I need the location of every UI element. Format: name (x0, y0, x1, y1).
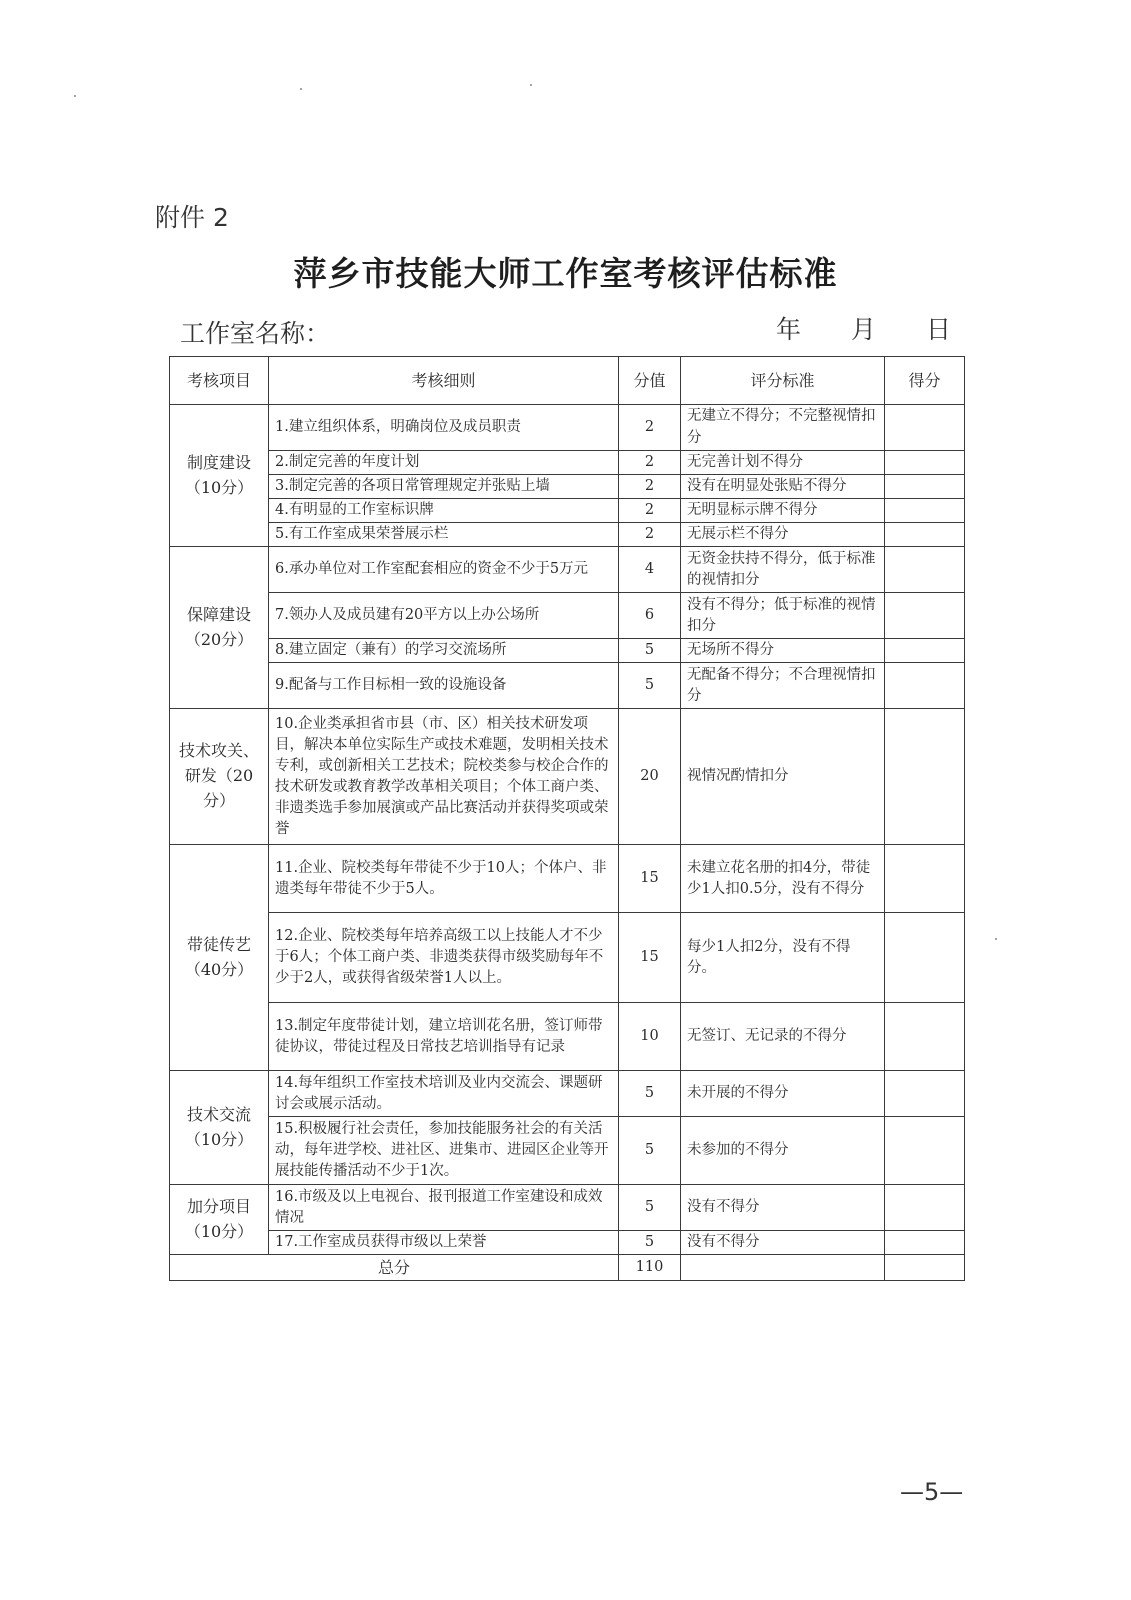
detail-cell: 3.制定完善的各项日常管理规定并张贴上墙 (269, 475, 619, 499)
total-row (170, 1255, 965, 1281)
detail-cell: 7.领办人及成员建有20平方以上办公场所 (269, 593, 619, 639)
detail-cell: 14.每年组织工作室技术培训及业内交流会、课题研讨会或展示活动。 (269, 1071, 619, 1117)
table-row (170, 547, 965, 593)
obtained-cell (885, 405, 965, 451)
scan-speck (530, 84, 532, 86)
header-detail: 考核细则 (269, 357, 619, 405)
obtained-cell (885, 451, 965, 475)
standard-cell: 无明显标示牌不得分 (681, 499, 885, 523)
detail-cell: 15.积极履行社会责任，参加技能服务社会的有关活动，每年进学校、进社区、进集市、进园区企业等开展技能传播活动不少于1次。 (269, 1117, 619, 1185)
standard-cell: 无配备不得分；不合理视情扣分 (681, 663, 885, 709)
standard-cell: 没有在明显处张贴不得分 (681, 475, 885, 499)
obtained-cell (885, 1117, 965, 1185)
score-cell: 10 (619, 1003, 681, 1071)
standard-cell: 无建立不得分；不完整视情扣分 (681, 405, 885, 451)
detail-cell: 11.企业、院校类每年带徒不少于10人；个体户、非遗类每年带徒不少于5人。 (269, 845, 619, 913)
detail-cell: 4.有明显的工作室标识牌 (269, 499, 619, 523)
obtained-cell (885, 523, 965, 547)
score-cell: 5 (619, 1185, 681, 1231)
standard-cell: 视情况酌情扣分 (681, 709, 885, 845)
detail-cell: 9.配备与工作目标相一致的设施设备 (269, 663, 619, 709)
obtained-cell (885, 663, 965, 709)
detail-cell: 1.建立组织体系，明确岗位及成员职责 (269, 405, 619, 451)
obtained-cell (885, 1003, 965, 1071)
score-cell: 6 (619, 593, 681, 639)
table-row (170, 639, 965, 663)
detail-cell: 12.企业、院校类每年培养高级工以上技能人才不少于6人；个体工商户类、非遗类获得市级奖励每年不少于2人，或获得省级荣誉1人以上。 (269, 913, 619, 1003)
obtained-cell (885, 547, 965, 593)
table-row (170, 845, 965, 913)
standard-cell: 无完善计划不得分 (681, 451, 885, 475)
score-cell: 2 (619, 451, 681, 475)
obtained-cell (885, 1071, 965, 1117)
standard-cell: 没有不得分；低于标准的视情扣分 (681, 593, 885, 639)
standard-cell: 每少1人扣2分，没有不得分。 (681, 913, 885, 1003)
date-line (776, 310, 951, 346)
total-score: 110 (619, 1255, 681, 1281)
date-year: 年 (776, 315, 802, 344)
score-cell: 5 (619, 1117, 681, 1185)
total-standard-cell (681, 1255, 885, 1281)
table-row (170, 593, 965, 639)
detail-cell: 6.承办单位对工作室配套相应的资金不少于5万元 (269, 547, 619, 593)
category-cell: 加分项目（10分） (170, 1185, 269, 1255)
category-cell: 保障建设（20分） (170, 547, 269, 709)
standard-cell: 没有不得分 (681, 1185, 885, 1231)
table-row (170, 663, 965, 709)
table-row (170, 475, 965, 499)
detail-cell: 13.制定年度带徒计划，建立培训花名册，签订师带徒协议，带徒过程及日常技艺培训指导有记录 (269, 1003, 619, 1071)
table-row (170, 499, 965, 523)
score-cell: 5 (619, 639, 681, 663)
header-obtained: 得分 (885, 357, 965, 405)
table-row (170, 405, 965, 451)
detail-cell: 10.企业类承担省市县（市、区）相关技术研发项目，解决本单位实际生产或技术难题，发明相关技术专利，或创新相关工艺技术；院校类参与校企合作的技术研发或教育教学改革相关项目；个体工商户类、非遗类选手参加展演或产品比赛活动并获得奖项或荣誉 (269, 709, 619, 845)
standard-cell: 无场所不得分 (681, 639, 885, 663)
page-number: —5— (900, 1478, 964, 1506)
header-row (170, 357, 965, 405)
table-row (170, 913, 965, 1003)
obtained-cell (885, 913, 965, 1003)
detail-cell: 2.制定完善的年度计划 (269, 451, 619, 475)
obtained-cell (885, 1231, 965, 1255)
obtained-cell (885, 475, 965, 499)
score-cell: 5 (619, 663, 681, 709)
obtained-cell (885, 1185, 965, 1231)
page-title: 萍乡市技能大师工作室考核评估标准 (293, 254, 838, 293)
date-month: 月 (850, 315, 876, 344)
detail-cell: 8.建立固定（兼有）的学习交流场所 (269, 639, 619, 663)
category-cell: 技术攻关、研发（20分） (170, 709, 269, 845)
obtained-cell (885, 709, 965, 845)
standard-cell: 无签订、无记录的不得分 (681, 1003, 885, 1071)
date-day: 日 (925, 315, 951, 344)
standard-cell: 未开展的不得分 (681, 1071, 885, 1117)
obtained-cell (885, 639, 965, 663)
table-row (170, 1003, 965, 1071)
detail-cell: 17.工作室成员获得市级以上荣誉 (269, 1231, 619, 1255)
header-category: 考核项目 (170, 357, 269, 405)
score-cell: 2 (619, 405, 681, 451)
score-cell: 4 (619, 547, 681, 593)
score-cell: 2 (619, 499, 681, 523)
score-cell: 15 (619, 845, 681, 913)
standard-cell: 无展示栏不得分 (681, 523, 885, 547)
standard-cell: 未参加的不得分 (681, 1117, 885, 1185)
header-score: 分值 (619, 357, 681, 405)
category-cell: 带徒传艺（40分） (170, 845, 269, 1071)
total-label: 总分 (170, 1255, 619, 1281)
table-row (170, 709, 965, 845)
header-standard: 评分标准 (681, 357, 885, 405)
standard-cell: 无资金扶持不得分，低于标准的视情扣分 (681, 547, 885, 593)
score-cell: 5 (619, 1231, 681, 1255)
score-cell: 20 (619, 709, 681, 845)
scan-speck (995, 938, 997, 940)
scan-speck (300, 88, 302, 90)
studio-name-label: 工作室名称： (180, 319, 331, 348)
scan-speck (74, 95, 76, 97)
category-cell: 技术交流（10分） (170, 1071, 269, 1185)
total-obtained-cell (885, 1255, 965, 1281)
standard-cell: 没有不得分 (681, 1231, 885, 1255)
assessment-table (169, 356, 965, 1281)
table-row (170, 523, 965, 547)
table-row (170, 451, 965, 475)
obtained-cell (885, 499, 965, 523)
table-row (170, 1185, 965, 1231)
score-cell: 5 (619, 1071, 681, 1117)
detail-cell: 16.市级及以上电视台、报刊报道工作室建设和成效情况 (269, 1185, 619, 1231)
obtained-cell (885, 845, 965, 913)
standard-cell: 未建立花名册的扣4分，带徒少1人扣0.5分，没有不得分 (681, 845, 885, 913)
obtained-cell (885, 593, 965, 639)
table-row (170, 1231, 965, 1255)
table-row (170, 1071, 965, 1117)
score-cell: 2 (619, 523, 681, 547)
category-cell: 制度建设（10分） (170, 405, 269, 547)
table-row (170, 1117, 965, 1185)
score-cell: 2 (619, 475, 681, 499)
score-cell: 15 (619, 913, 681, 1003)
attachment-label: 附件 2 (155, 203, 229, 232)
detail-cell: 5.有工作室成果荣誉展示栏 (269, 523, 619, 547)
